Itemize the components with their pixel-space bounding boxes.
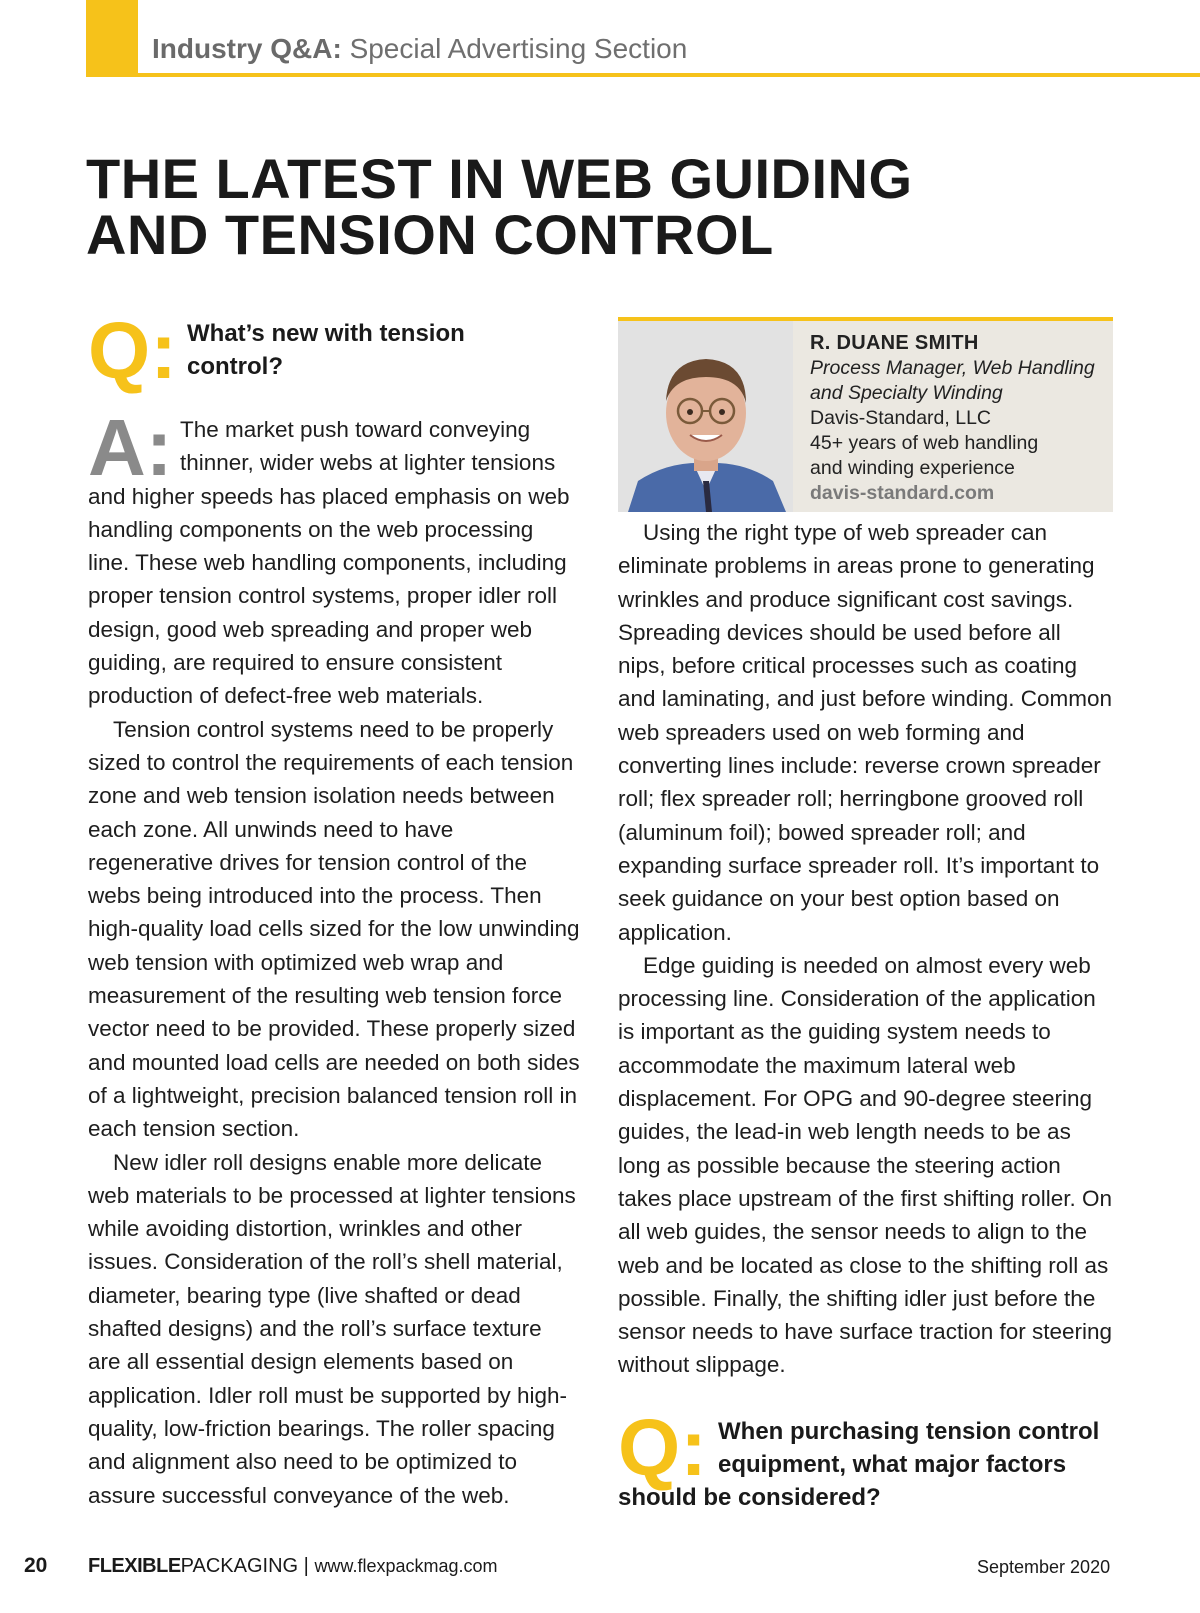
author-name: R. DUANE SMITH [810, 332, 979, 354]
answer-paragraph: New idler roll designs enable more delicate web materials to be processed at lighter tensions while avoiding distortion, wrinkles and other issues. Consideration of the roll’s shell material, diameter, bearing type (live shafted or dead shafted designs) and the roll’s surface texture are all essential design elements based on application. Idler roll must be supported by high-quality, low-friction bearings. The roller spacing and alignment also need to be optimized to assure successful conveyance of the web. [88, 1149, 576, 1508]
page-number: 20 [24, 1554, 48, 1577]
brand-rest: PACKAGING [180, 1555, 299, 1577]
author-website: davis-standard.com [810, 482, 995, 504]
title-line-2: AND TENSION CONTROL [86, 203, 774, 266]
author-photo [618, 321, 793, 512]
right-column [618, 516, 1114, 1382]
answer-paragraph: Using the right type of web spreader can eliminate problems in areas prone to generating wrinkles and produce significant cost savings. Spreading devices should be used before all nips, before critical processes such as coating and laminating, and just before winding. Common web spreaders used on web forming and converting lines include: reverse crown spreader roll; flex spreader roll; herringbone grooved roll (aluminum foil); bowed spreader roll; and expanding surface spreader roll. It’s important to seek guidance on your best option based on application. [618, 520, 1113, 945]
question-marker: Q: [618, 1403, 707, 1492]
footer-url: www.flexpackmag.com [314, 1556, 498, 1576]
header-accent-block [86, 0, 138, 77]
author-company: Davis-Standard, LLC [810, 407, 992, 429]
question-marker: Q: [88, 306, 177, 395]
author-profile-box [618, 317, 1113, 512]
answer-marker-space [88, 413, 180, 477]
author-title-line-2: and Specialty Winding [810, 382, 1003, 404]
issue-date: September 2020 [977, 1557, 1111, 1577]
section-header [152, 33, 687, 65]
footer-brand [88, 1555, 498, 1578]
left-column [88, 413, 580, 1512]
author-title-line-1: Process Manager, Web Handling [810, 357, 1095, 379]
answer-paragraph: Edge guiding is needed on almost every web processing line. Consideration of the application is important as the guiding system needs to accommodate the maximum lateral web displacement. For OPG and 90-degree steering guides, the lead-in web length needs to be as long as possible because the steering action takes place upstream of the first shifting roller. On all web guides, the sensor needs to align to the web and be located as close to the shifting roll as possible. Finally, the shifting idler just before the sensor needs to have surface traction for steering without slippage. [618, 952, 1113, 1378]
page-title [86, 147, 1086, 266]
title-line-1: THE LATEST IN WEB GUIDING [86, 147, 913, 210]
answer-paragraph: Tension control systems need to be properly sized to control the requirements of each tension zone and web tension isolation needs between each zone. All unwinds need to have regenerative drives for tension control of the webs being introduced into the process. Then high-quality load cells sized for the low unwinding web tension with optimized web wrap and measurement of the resulting web tension force vector need to be provided. These properly sized and mounted load cells are needed on both sides of a lightweight, precision balanced tension roll in each tension section. [88, 716, 580, 1142]
question-2 [618, 1415, 1118, 1514]
section-header-bold: Industry Q&A: [152, 33, 342, 64]
answer-paragraph [88, 413, 580, 713]
author-experience-line-2: and winding experience [810, 457, 1015, 479]
author-portrait-illustration [618, 321, 793, 512]
question-2-text: When purchasing tension control equipment, what major factors should be considered? [618, 1418, 1100, 1511]
footer-separator: | [303, 1555, 309, 1577]
brand-bold: FLEXIBLE [88, 1555, 181, 1577]
author-info [810, 331, 1110, 506]
header-rule [86, 73, 1200, 77]
question-1-text: What’s new with tension control? [187, 320, 465, 380]
answer-marker: A: [88, 403, 173, 492]
question-marker-space [618, 1415, 718, 1477]
section-header-rest: Special Advertising Section [349, 33, 688, 64]
author-experience-line-1: 45+ years of web handling [810, 432, 1039, 454]
answer-paragraph-text: The market push toward conveying thinner, wider webs at lighter tensions and higher speeds has placed emphasis on web handling components on the web processing line. These web handling components, including proper tension control systems, proper idler roll design, good web spreading and proper web guiding, are required to ensure consistent production of defect-free web materials. [88, 417, 570, 709]
